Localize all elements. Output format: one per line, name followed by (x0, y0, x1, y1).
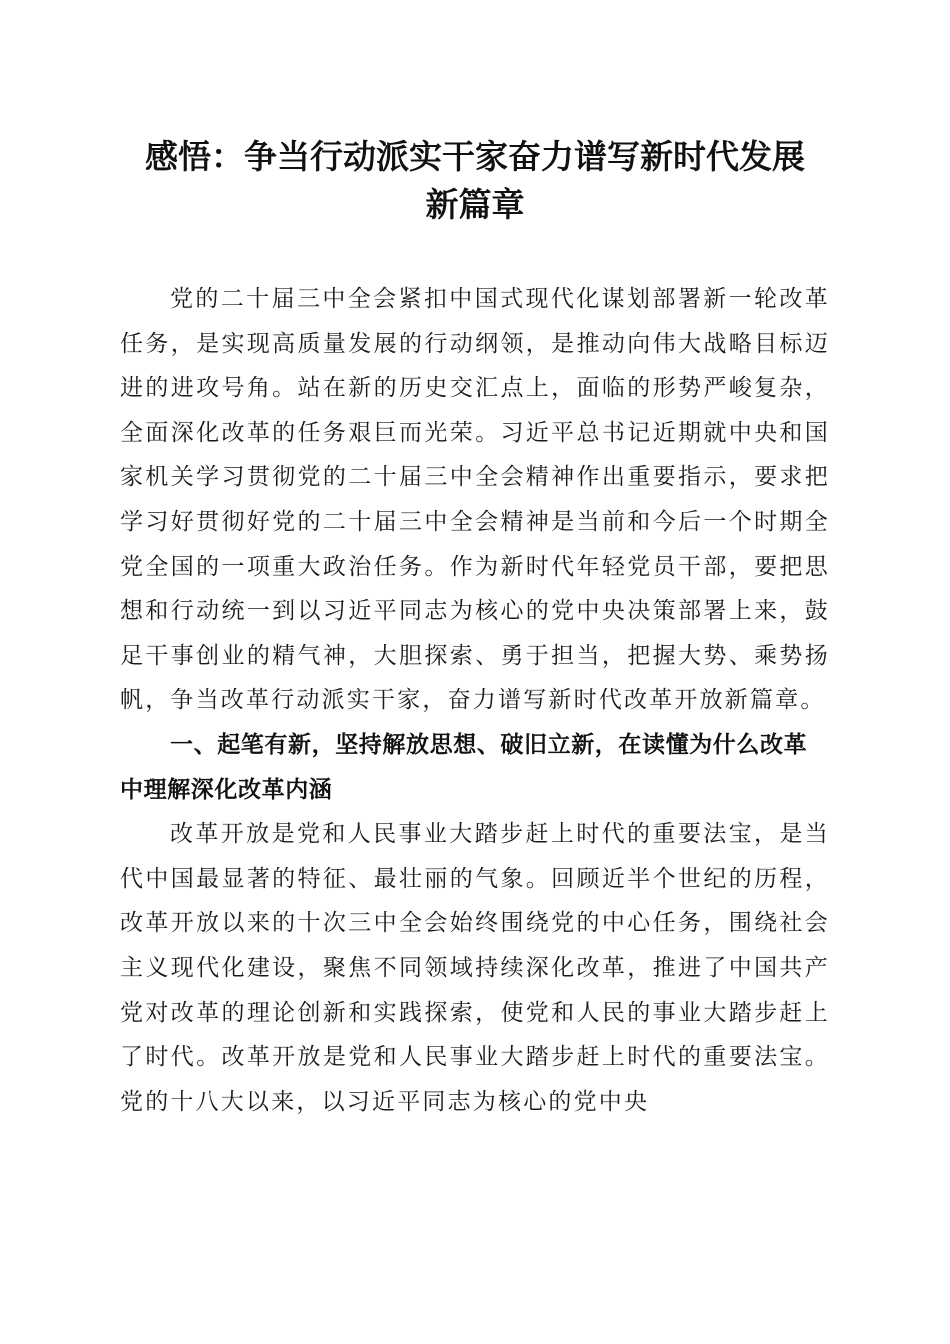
paragraph-section-1: 改革开放是党和人民事业大踏步赶上时代的重要法宝，是当代中国最显著的特征、最壮丽的气象。回顾近半个世纪的历程，改革开放以来的十次三中全会始终围绕党的中心任务，围绕社会主义现代化建设，聚焦不同领域持续深化改革，推进了中国共产党对改革的理论创新和实践探索，使党和人民的事业大踏步赶上了时代。改革开放是党和人民事业大踏步赶上时代的重要法宝。党的十八大以来，以习近平同志为核心的党中央 (120, 821, 830, 1115)
document-title-line-1: 感悟：争当行动派实干家奋力谱写新时代发展 (145, 137, 805, 176)
paragraph-intro: 党的二十届三中全会紧扣中国式现代化谋划部署新一轮改革任务，是实现高质量发展的行动纲领，是推动向伟大战略目标迈进的进攻号角。站在新的历史交汇点上，面临的形势严峻复杂，全面深化改革的任务艰巨而光荣。习近平总书记近期就中央和国家机关学习贯彻党的二十届三中全会精神作出重要指示，要求把学习好贯彻好党的二十届三中全会精神是当前和今后一个时期全党全国的一项重大政治任务。作为新时代年轻党员干部，要把思想和行动统一到以习近平同志为核心的党中央决策部署上来，鼓足干事创业的精气神，大胆探索、勇于担当，把握大势、乘势扬帆，争当改革行动派实干家，奋力谱写新时代改革开放新篇章。 (120, 286, 830, 714)
section-heading-1: 一、起笔有新，坚持解放思想、破旧立新，在读懂为什么改革中理解深化改革内涵 (120, 731, 808, 803)
document-body (120, 277, 830, 1124)
document-title-line-2: 新篇章 (425, 185, 525, 224)
document-title (110, 133, 840, 229)
